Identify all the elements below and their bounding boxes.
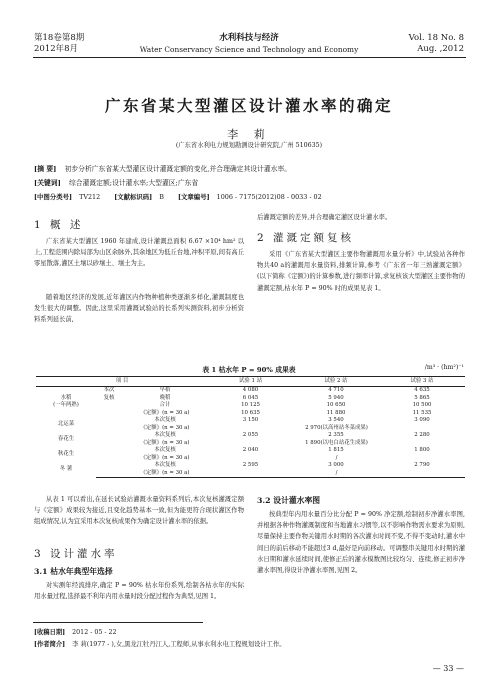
header-rule xyxy=(33,57,466,58)
cell-value: 5 865 xyxy=(414,394,430,401)
author-bio-text: 李 莉(1977 - ),女,黑龙江牡丹江人,工程师,从事水利水电工程规划设计工作。 xyxy=(72,641,286,648)
cell-value: 2 970(以高州站冬菜成果) xyxy=(305,424,368,431)
cell-value: 6 045 xyxy=(242,394,259,401)
header-station-1: 试验 1 站 xyxy=(208,377,293,387)
table-row xyxy=(36,462,465,470)
cell-value: 4 635 xyxy=(414,387,430,393)
results-table xyxy=(36,376,465,478)
cell-value: 3 090 xyxy=(414,417,430,423)
crop-name: 冬 薯 xyxy=(59,466,73,472)
table-header-row xyxy=(36,377,465,387)
clc-label: [中图分类号] xyxy=(34,193,73,201)
cell-label: 《定额》(n = 30 a) xyxy=(140,454,190,461)
cell-label: 《定额》(n = 30 a) xyxy=(140,424,190,431)
journal-name-cn: 水利科技与经济 xyxy=(219,33,279,43)
cell-value: 2 055 xyxy=(242,432,259,438)
cell-value: 2 790 xyxy=(414,462,430,468)
cell-value: 1 800 xyxy=(414,447,430,453)
table-row xyxy=(36,402,465,410)
cell-label: 本次 xyxy=(103,387,115,393)
section-1-para-3: 后灌溉定额的差异,并合理确定灌区设计灌水率。 xyxy=(257,214,392,221)
cell-label: 复核 xyxy=(103,394,115,401)
cell-label: 本次复核 xyxy=(154,447,176,453)
doc-code: B xyxy=(159,193,164,201)
table-row xyxy=(36,470,465,478)
classification xyxy=(34,191,466,203)
section-3-1-heading: 3.1 枯水年典型年选择 xyxy=(34,567,113,576)
section-2-para: 采用《广东省某大型灌区主要作物灌溉用水量分析》中,试验站各种作物共40 a的灌溉用水量资料,排频计算,参考《广东省一年三熟灌溉定额》(以下简称《定额》)的计算参数,进行频率计算,求复核该大型灌区主要作物的灌溉定额,枯水年 P = 90% 时的成果见表 1。 xyxy=(257,251,465,292)
issue-date-en: Aug. ,2012 xyxy=(417,44,464,54)
cell-value: 10 635 xyxy=(241,409,260,416)
table-unit: /m³ · (hm²)⁻¹ xyxy=(424,364,464,371)
cell-value: 1 890(以电白站花生成果) xyxy=(305,439,368,446)
cell-label: 《定额》(n = 30 a) xyxy=(140,439,190,446)
crop-name: 春花生 xyxy=(57,435,75,442)
cell-value: 2 595 xyxy=(242,462,259,468)
affiliation: (广东省水利电力规划勘测设计研究院,广州 510635) xyxy=(175,142,323,149)
cell-label: 本次复核 xyxy=(154,417,176,423)
issue-date: 2012年8月 xyxy=(34,44,79,54)
crop-note: (一年两熟) xyxy=(53,402,79,408)
received-date xyxy=(34,627,466,638)
cell-value: 3 000 xyxy=(328,462,344,468)
table-row xyxy=(36,440,465,448)
cell-value: 10 125 xyxy=(241,402,260,408)
cell-value: 1 815 xyxy=(328,447,344,453)
footnote-rule xyxy=(33,622,203,623)
cell-label: 本次复核 xyxy=(154,432,176,438)
crop-name: 秋花生 xyxy=(57,450,75,457)
table-row xyxy=(36,395,465,403)
header-item: 项 目 xyxy=(36,377,208,387)
table-row xyxy=(36,432,465,440)
table-row xyxy=(36,417,465,425)
section-3-2-para: 按典型年内用水量百分比分配 P = 90% 净定额,绘制初步净灌水率图,并根据各种作物灌溉制度和当地灌水习惯等,以不影响作物需水要求为原则,尽量保持主要作物关键用水时期的各次灌水时间不变,不得不变动时,灌水中间日的前后移动不能超过3 d,最好是向前移动。可调整串关键用水时期的灌水日期和灌水延续时间,使修正后的灌水模数图比较均匀、连续,修正初步净灌水率图,得设计净灌水率图,见图 2。 xyxy=(257,511,465,575)
cell-value: 4 080 xyxy=(242,387,259,393)
cell-value: 4 710 xyxy=(328,387,344,393)
author-name: 李 莉 xyxy=(227,128,271,141)
table-row xyxy=(36,410,465,418)
clc-code: TV212 xyxy=(79,193,101,201)
keywords-label: [关键词] xyxy=(34,179,61,187)
keywords xyxy=(34,177,466,189)
issue-number: 第18卷第8期 xyxy=(34,33,85,43)
received-value: 2012 - 05 - 22 xyxy=(72,629,117,636)
section-1-para-2: 随着地区经济的发展,近年灌区内作物种植种类逐渐多样化,灌溉制度也发生很大的调整。因此,这里采用灌溉试验站的长系列实测资料,初步分析资料系列延长前, xyxy=(34,294,244,324)
cell-label: 《定额》(n = 30 a) xyxy=(122,470,208,478)
table-row xyxy=(36,447,465,455)
section-2-heading: 2 灌溉定额复核 xyxy=(257,232,355,244)
cell-value: 2 355 xyxy=(328,432,344,438)
section-3-heading: 3 设计灌水率 xyxy=(34,548,118,560)
received-label: [收稿日期] xyxy=(34,629,66,636)
page-number: — 33 — xyxy=(432,664,464,673)
cell-label: 晚稻 xyxy=(159,394,171,401)
article-title: 广东省某大型灌区设计灌水率的确定 xyxy=(104,96,393,115)
cell-value: / xyxy=(208,470,465,478)
table-row xyxy=(36,455,465,463)
crop-name: 水稻 xyxy=(60,394,72,401)
article-number: 1006 - 7175(2012)08 - 0033 - 02 xyxy=(216,193,322,201)
cell-label: 合计 xyxy=(159,402,171,408)
keywords-text: 综合灌溉定额;设计灌水率;大型灌区;广东省 xyxy=(69,179,199,187)
section-1-heading: 1 概 述 xyxy=(34,219,84,231)
cell-value: 10 650 xyxy=(326,402,346,408)
author-bio-label: [作者简介] xyxy=(34,641,66,648)
cell-value: 11 535 xyxy=(412,409,432,416)
abstract-text: 初步分析广东省某大型灌区设计灌溉定额的变化,并合理确定其设计灌水率。 xyxy=(64,165,292,173)
table-discussion-para: 从表 1 可以看出,在延长试验站灌溉水量资料系列后,本次复核灌溉定额与《定额》成果较为接近,且变化趋势基本一致,但为能更符合现状灌区作物组成情况,认为宜采用本次复核成果作为确定设计灌水率的依据。 xyxy=(34,496,244,526)
section-3-1-para: 对实测年经流排序,确定 P = 90% 枯水年份系列,绘制各枯水年的实际用水量过程,选择最不利年内用水量时段分配过程作为典型,见图 1。 xyxy=(34,582,244,601)
table-row xyxy=(36,425,465,433)
cell-value: 11 880 xyxy=(326,409,346,416)
cell-label: 早稻 xyxy=(159,387,171,393)
abstract-label: [摘 要] xyxy=(34,165,57,173)
volume-number: Vol. 18 No. 8 xyxy=(408,33,464,43)
cell-value: 10 500 xyxy=(412,402,432,408)
article-no-label: [文章编号] xyxy=(178,193,210,201)
cell-value: 3 540 xyxy=(328,417,344,423)
author-bio xyxy=(34,639,466,650)
header-station-3: 试验 3 站 xyxy=(379,377,465,387)
table-row xyxy=(36,387,465,395)
cell-value: 2 040 xyxy=(242,447,259,453)
section-3-2-heading: 3.2 设计灌水率图 xyxy=(257,496,321,505)
cell-value: 3 150 xyxy=(242,417,259,423)
cell-label: 《定额》(n = 30 a) xyxy=(140,409,190,416)
cell-value: 2 280 xyxy=(414,432,430,438)
abstract xyxy=(34,163,466,175)
doc-code-label: [文献标识码] xyxy=(114,193,153,201)
journal-name-en: Water Conservancy Science and Technology and Economy xyxy=(139,45,359,54)
cell-value: 5 940 xyxy=(328,394,344,401)
cell-label: 本次复核 xyxy=(154,462,176,468)
header-station-2: 试验 2 站 xyxy=(293,377,379,387)
section-1-para-1: 广东省某大型灌区 1960 年建成,设计灌溉总面积 6.67 ×10⁴ hm² 以上,工程范围内除局部为山区余脉外,其余地区为低丘台地,冲积平原,间有高丘零星散落,灌区土壤以砂壤土、壤土为主。 xyxy=(34,238,244,268)
crop-name: 北运菜 xyxy=(57,420,75,427)
cell-value: / xyxy=(335,454,338,461)
table-caption: 表 1 枯水年 P = 90% 成果表 xyxy=(202,366,296,374)
